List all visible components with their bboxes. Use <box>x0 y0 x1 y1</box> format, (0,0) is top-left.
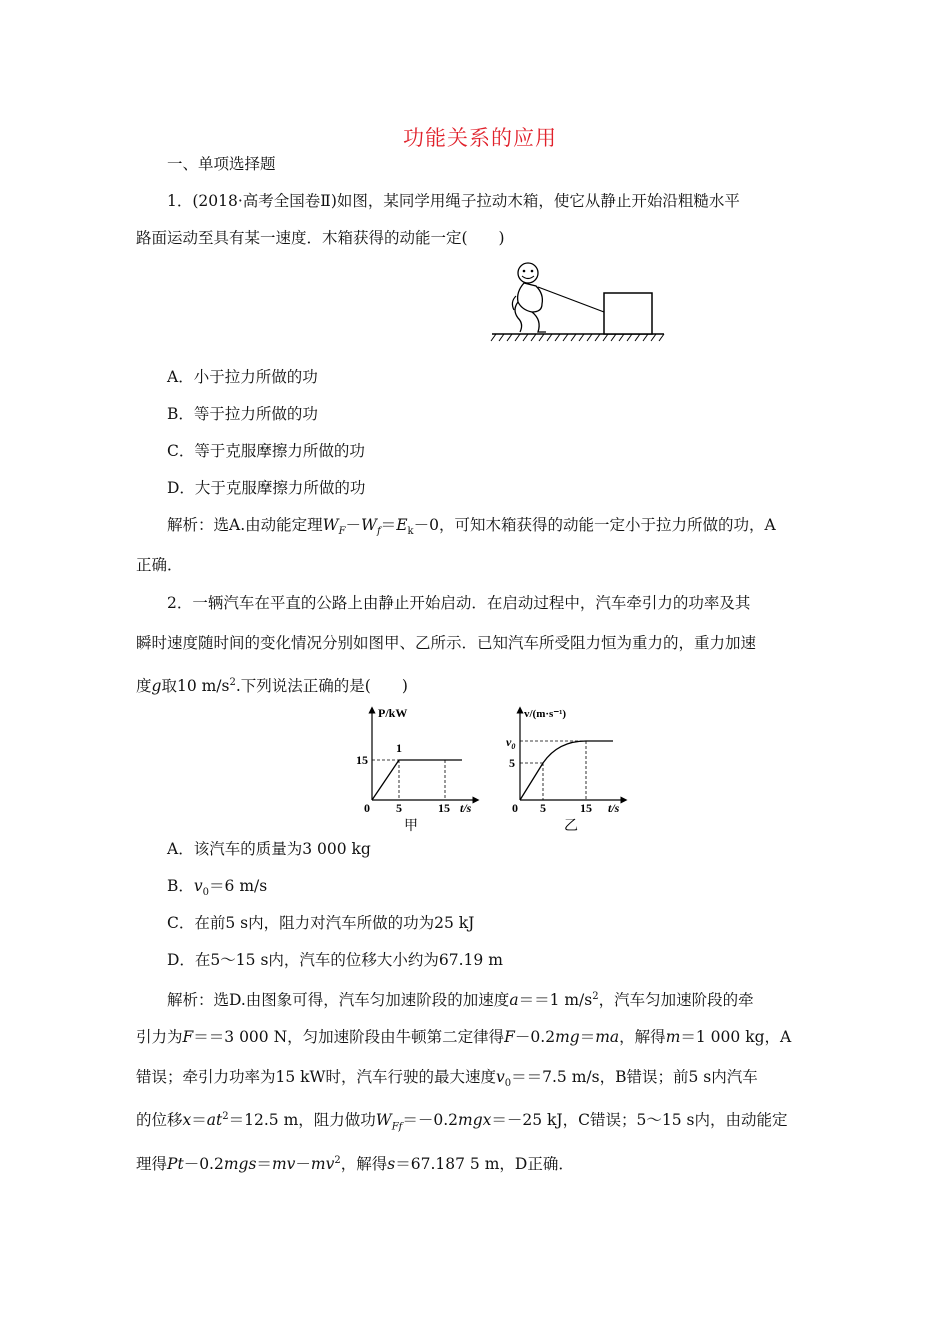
q1-option-c: C．等于克服摩擦力所做的功 <box>167 442 365 460</box>
yi-y5: 5 <box>509 756 515 770</box>
q2-option-a: A．该汽车的质量为3 000 kg <box>167 840 371 858</box>
q2-stem-line2: 瞬时速度随时间的变化情况分别如图甲、乙所示．已知汽车所受阻力恒为重力的，重力加速 <box>136 634 757 652</box>
yi-x0: 0 <box>512 801 518 815</box>
page-title: 功能关系的应用 <box>403 126 557 150</box>
jia-ylabel: P/kW <box>378 706 408 720</box>
q2-analysis-line2: 引力为F＝＝3 000 N，匀加速阶段由牛顿第二定律得F－0.2mg＝ma，解得m＝1 000 kg，A <box>136 1028 792 1046</box>
q2-analysis-line4: 的位移$x=at^2=12.5$ m，阻力做功$W_{Ff}=-0.2mgx=-25$ kJ，C错误；5～15 s内，由动能定 <box>136 1111 788 1133</box>
yi-v0: $v_0$ <box>506 735 516 751</box>
jia-x5: 5 <box>396 801 402 815</box>
jia-caption: 甲 <box>404 819 418 834</box>
q1-option-a: A．小于拉力所做的功 <box>167 368 318 386</box>
q1-stem-line2: 路面运动至具有某一速度．木箱获得的动能一定( ) <box>136 229 505 247</box>
q2-analysis-line1: 解析：选D.由图象可得，汽车匀加速阶段的加速度a＝＝1 $m/s^2$，汽车匀加速阶段的牵 <box>167 991 754 1010</box>
yi-ylabel: v/(m·s⁻¹) <box>524 708 567 720</box>
q1-analysis-line2: 正确． <box>136 556 183 574</box>
q2-stem-line1: 2．一辆汽车在平直的公路上由静止开始启动．在启动过程中，汽车牵引力的功率及其 <box>167 594 751 612</box>
q2-option-b: B．$v_0=6$ m/s <box>167 877 268 899</box>
yi-x5: 5 <box>540 801 546 815</box>
q1-stem-line1: 1．(2018·高考全国卷Ⅱ)如图，某同学用绳子拉动木箱，使它从静止开始沿粗糙水平 <box>167 192 740 210</box>
yi-xlabel: t/s <box>608 801 620 815</box>
yi-x15: 15 <box>580 801 592 815</box>
q1-analysis-line1: 解析：选A.由动能定理$W_F-W_f=E_k-0$，可知木箱获得的动能一定小于拉力所做的功，A <box>167 516 776 538</box>
jia-y15: 15 <box>356 753 368 767</box>
q2-analysis-line3: 错误；牵引力功率为15 kW时，汽车行驶的最大速度$v_0==7.5$ m/s，B错误；前5 s内汽车 <box>136 1068 758 1090</box>
q1-option-b: B．等于拉力所做的功 <box>167 405 318 423</box>
section-heading: 一、单项选择题 <box>167 155 276 173</box>
graph-yi <box>500 704 635 836</box>
q2-analysis-line5: 理得$Pt-0.2mgs=mv-mv^2$，解得s＝67.187 5 m，D正确． <box>136 1155 574 1174</box>
jia-x0: 0 <box>364 801 370 815</box>
q2-option-d: D．在5～15 s内，汽车的位移大小约为67.19 m <box>167 951 503 969</box>
jia-peak: 1 <box>396 741 402 755</box>
yi-caption: 乙 <box>564 819 578 834</box>
q1-option-d: D．大于克服摩擦力所做的功 <box>167 479 366 497</box>
jia-xlabel: t/s <box>460 801 472 815</box>
jia-power-curve <box>372 760 462 800</box>
jia-x15: 15 <box>438 801 450 815</box>
yi-velocity-curve <box>520 741 613 800</box>
q1-figure <box>488 262 666 344</box>
q2-stem-line3: 度g取10 $m/s^2$.下列说法正确的是( ) <box>136 677 408 696</box>
graph-jia <box>352 704 487 836</box>
q2-option-c: C．在前5 s内，阻力对汽车所做的功为25 kJ <box>167 914 475 932</box>
